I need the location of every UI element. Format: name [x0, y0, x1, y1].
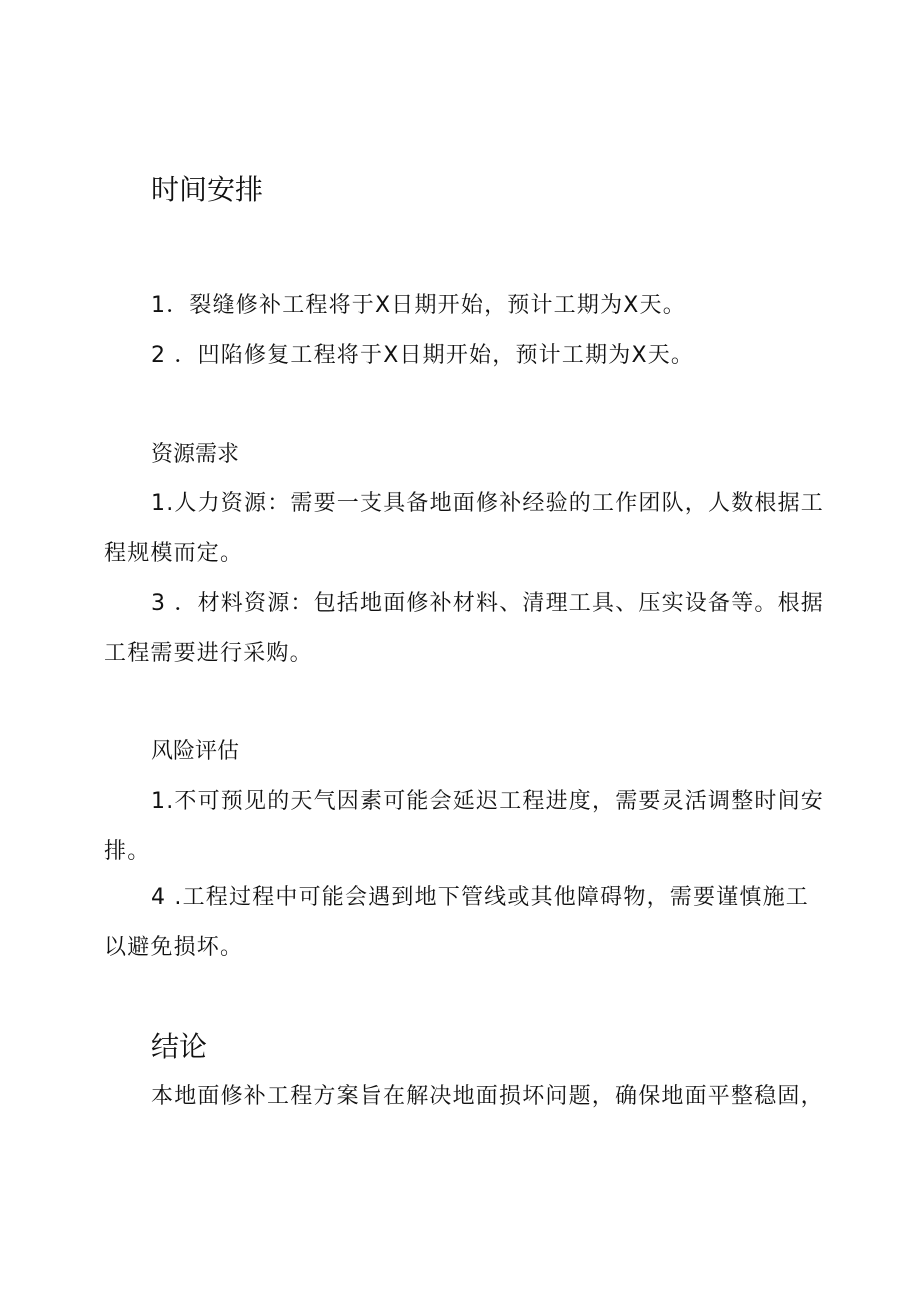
schedule-item-2: 2 ．凹陷修复工程将于X日期开始，预计工期为X天。 [151, 343, 695, 368]
resources-item-1: 1.人力资源：需要一支具备地面修补经验的工作团队，人数根据工程规模而定。 [104, 491, 824, 566]
risk-item-2: 4 .工程过程中可能会遇到地下管线或其他障碍物，需要谨慎施工以避免损坏。 [104, 885, 809, 960]
section-heading-schedule: 时间安排 [151, 173, 264, 206]
section-heading-risk: 风险评估 [151, 739, 240, 764]
schedule-item-1: 1．裂缝修补工程将于X日期开始，预计工期为X天。 [151, 293, 686, 318]
resources-item-2: 3 ．材料资源：包括地面修补材料、清理工具、压实设备等。根据工程需要进行采购。 [104, 591, 824, 666]
risk-item-1: 1.不可预见的天气因素可能会延迟工程进度，需要灵活调整时间安排。 [104, 789, 824, 864]
section-heading-conclusion: 结论 [151, 1030, 208, 1063]
conclusion-text: 本地面修补工程方案旨在解决地面损坏问题，确保地面平整稳固， [151, 1084, 824, 1109]
section-heading-resources: 资源需求 [151, 442, 240, 467]
